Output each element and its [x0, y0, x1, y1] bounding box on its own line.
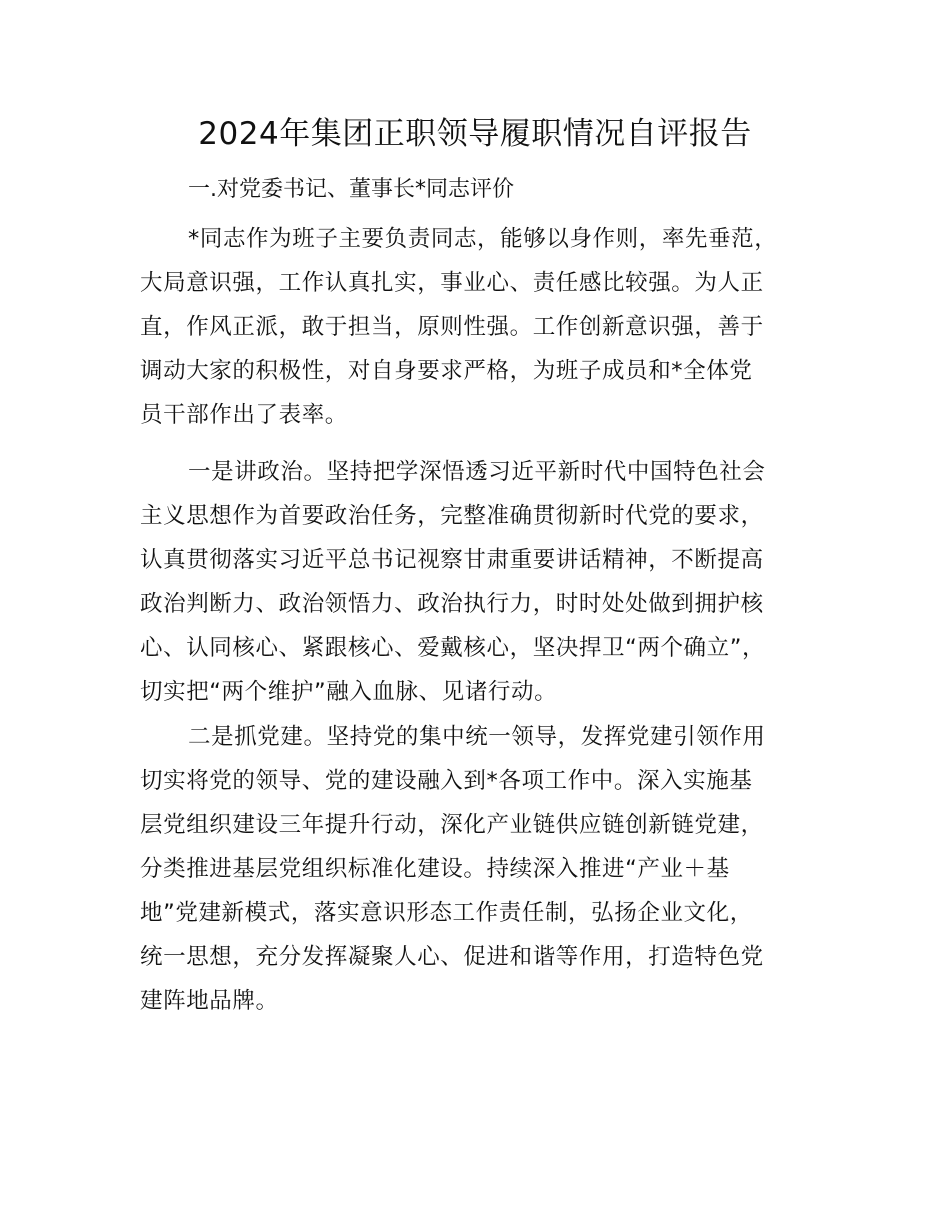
paragraph-overall-evaluation [140, 217, 840, 437]
paragraph-party-building [140, 715, 840, 1023]
paragraph-line: 心、认同核心、紧跟核心、爱戴核心，坚决捍卫“两个确立”， [140, 635, 766, 661]
paragraph-politics [140, 450, 840, 714]
paragraph-line: 一是讲政治。坚持把学深悟透习近平新时代中国特色社会 [188, 459, 766, 485]
paragraph-line: 切实把“两个维护”融入血脉、见诸行动。 [140, 679, 558, 705]
section-heading: 一.对党委书记、董事长*同志评价 [188, 177, 514, 202]
paragraph-line: 主义思想作为首要政治任务，完整准确贯彻新时代党的要求， [140, 503, 764, 529]
paragraph-line: 层党组织建设三年提升行动，深化产业链供应链创新链党建， [140, 812, 764, 838]
paragraph-line: 切实将党的领导、党的建设融入到*各项工作中。深入实施基 [140, 768, 753, 794]
paragraph-line: 调动大家的积极性，对自身要求严格，为班子成员和*全体党 [140, 358, 753, 384]
paragraph-line: 建阵地品牌。 [140, 988, 279, 1014]
document-title: 2024年集团正职领导履职情况自评报告 [198, 116, 752, 152]
paragraph-line: 认真贯彻落实习近平总书记视察甘肃重要讲话精神，不断提高 [140, 547, 764, 573]
paragraph-line: 大局意识强，工作认真扎实，事业心、责任感比较强。为人正 [140, 270, 764, 296]
paragraph-line: 地”党建新模式，落实意识形态工作责任制，弘扬企业文化， [140, 900, 753, 926]
paragraph-line: 直，作风正派，敢于担当，原则性强。工作创新意识强，善于 [140, 314, 764, 340]
paragraph-line: *同志作为班子主要负责同志，能够以身作则，率先垂范， [188, 226, 778, 252]
paragraph-line: 员干部作出了表率。 [140, 402, 348, 428]
paragraph-line: 统一思想，充分发挥凝聚人心、促进和谐等作用，打造特色党 [140, 944, 764, 970]
paragraph-line: 二是抓党建。坚持党的集中统一领导，发挥党建引领作用 [188, 724, 766, 750]
paragraph-line: 分类推进基层党组织标准化建设。持续深入推进“产业＋基 [140, 856, 730, 882]
paragraph-line: 政治判断力、政治领悟力、政治执行力，时时处处做到拥护核 [140, 591, 764, 617]
